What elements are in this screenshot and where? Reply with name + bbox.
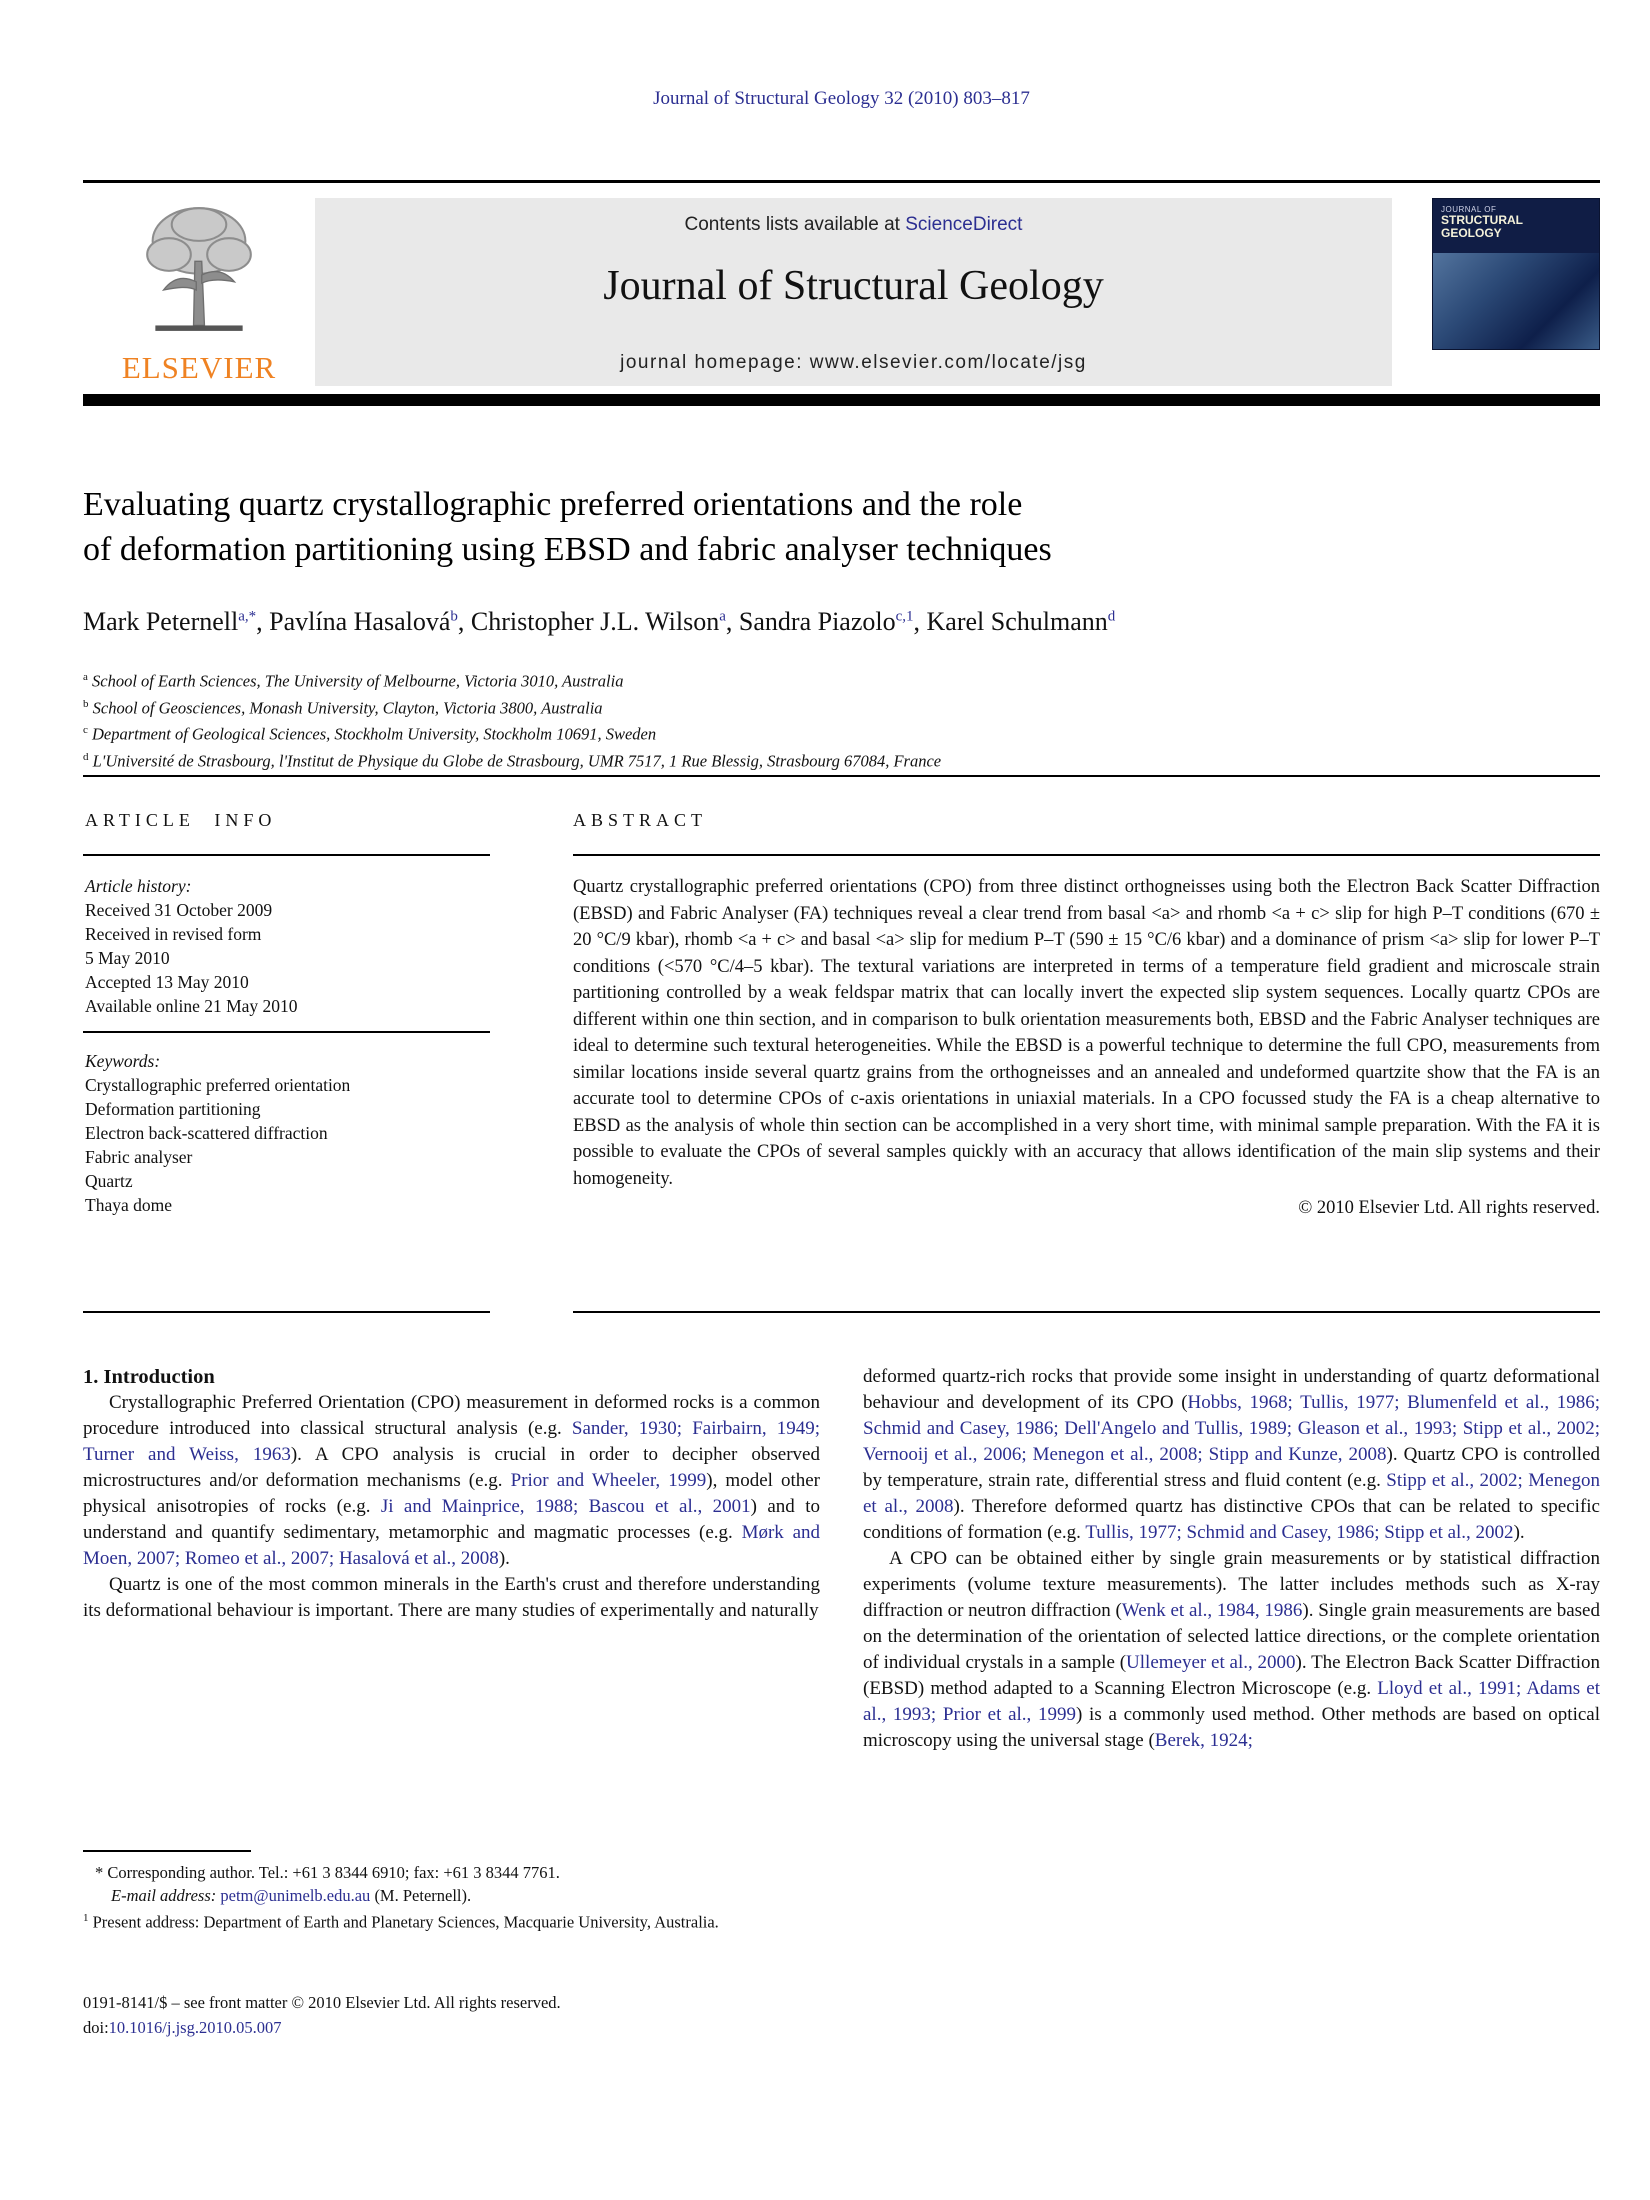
article-title-line1: Evaluating quartz crystallographic preferred orientations and the role: [83, 486, 1023, 523]
citation-link[interactable]: Hobbs, 1968; Tullis, 1977; Blumenfeld et al., 1986; Schmid and Casey, 1986; Dell'Angelo and Tullis, 1989; Gleason et al., 1993; Stipp et al., 2002; Vernooij et al., 2006; Menegon et al., 2008; Stipp and Kunze, 2008: [863, 1392, 1601, 1465]
elsevier-logo[interactable]: [83, 198, 315, 386]
journal-banner: [83, 198, 1600, 386]
banner-bottom-bar: [83, 394, 1600, 406]
doi-link[interactable]: 10.1016/j.jsg.2010.05.007: [108, 2018, 282, 2037]
journal-citation: Journal of Structural Geology 32 (2010) 803–817: [653, 88, 1030, 109]
journal-banner-title: Journal of Structural Geology: [603, 263, 1104, 309]
history-line: Accepted 13 May 2010: [85, 972, 249, 992]
author: Karel Schulmann$^d$: [926, 607, 1116, 636]
citation-link[interactable]: Tullis, 1977; Schmid and Casey, 1986; Stipp et al., 2002: [1085, 1522, 1514, 1543]
abstract-bottom-rule-left: [83, 1311, 490, 1313]
citation-link[interactable]: Stipp et al., 2002; Menegon et al., 2008: [863, 1470, 1601, 1517]
section-heading-introduction: 1. Introduction: [83, 1366, 215, 1388]
abstract-block: [573, 874, 1600, 1222]
body-text: ), model other physical anisotropies of rocks (e.g.: [83, 1470, 821, 1517]
affiliation-list: [83, 666, 1600, 772]
copyright-line: © 2010 Elsevier Ltd. All rights reserved.: [1298, 1198, 1600, 1218]
intro-left-column: [83, 1364, 820, 1624]
abstract-heading: ABSTRACT: [573, 810, 708, 830]
elsevier-tree-icon: [129, 200, 269, 350]
keyword: Deformation partitioning: [85, 1099, 261, 1119]
body-text: ). Single grain measurements are based on the determination of the orientation of selected lattice directions, or the complete orientation of individual crystals in a sample (: [863, 1600, 1600, 1673]
author: Pavlína Hasalová$^b$,: [269, 607, 471, 636]
history-line: Received 31 October 2009: [85, 900, 273, 920]
contents-prefix: Contents lists available at: [684, 214, 906, 235]
citation-link[interactable]: Wenk et al., 1984, 1986: [1121, 1600, 1303, 1621]
body-text: ). A CPO analysis is crucial in order to decipher observed microstructures and/or deformation mechanisms (e.g.: [83, 1444, 820, 1491]
article-history: [85, 874, 487, 1018]
citation-link[interactable]: Lloyd et al., 1991; Adams et al., 1993; Prior et al., 1999: [863, 1678, 1601, 1725]
footer-block: [83, 1990, 820, 2040]
body-text: ) and to understand and quantify sedimentary, metamorphic and magmatic processes (e.g.: [83, 1496, 820, 1543]
body-text: ).: [1513, 1522, 1525, 1543]
body-text: ). Quartz CPO is controlled by temperature, strain rate, differential stress and fluid content (e.g.: [863, 1444, 1600, 1491]
intro-paragraph: [83, 1390, 820, 1572]
contents-line: [315, 214, 1392, 236]
history-line: Available online 21 May 2010: [85, 996, 298, 1016]
footnote-rule: [83, 1850, 251, 1852]
footnotes-block: [83, 1862, 820, 1934]
article-info-heading: ARTICLE INFO: [85, 810, 277, 830]
intro-paragraph: [863, 1364, 1600, 1546]
author-affil-ref[interactable]: a,*: [238, 608, 257, 625]
body-text: ). Therefore deformed quartz has distinctive CPOs that can be related to specific conditions of formation (e.g.: [863, 1496, 1600, 1543]
intro-paragraph: [83, 1572, 820, 1624]
banner-center-panel: [315, 198, 1392, 386]
doi-line: doi:10.1016/j.jsg.2010.05.007: [83, 2018, 282, 2037]
citation-link[interactable]: Prior and Wheeler, 1999: [510, 1470, 707, 1491]
body-text: Quartz is one of the most common minerals in the Earth's crust and therefore understanding its deformational behaviour is important. There are many studies of experimentally and naturally: [83, 1574, 820, 1621]
citation-link[interactable]: Ullemeyer et al., 2000: [1126, 1652, 1296, 1673]
present-address-footnote: $^1$ Present address: Department of Earth and Planetary Sciences, Macquarie University, Australia.: [83, 1912, 719, 1932]
author-affil-ref[interactable]: a: [719, 608, 726, 625]
author: Mark Peternell$^{a,*}$,: [83, 607, 270, 636]
top-rule: [83, 180, 1600, 183]
citation-link[interactable]: Mørk and Moen, 2007; Romeo et al., 2007; Hasalová et al., 2008: [83, 1522, 821, 1569]
section-divider-rule: [83, 775, 1600, 777]
keywords-block: [85, 1049, 487, 1217]
keyword: Electron back-scattered diffraction: [85, 1123, 328, 1143]
citation-link[interactable]: Ji and Mainprice, 1988; Bascou et al., 2001: [380, 1496, 751, 1517]
abstract-rule: [573, 854, 1600, 856]
issn-line: 0191-8141/$ – see front matter © 2010 Elsevier Ltd. All rights reserved.: [83, 1993, 561, 2012]
cover-masthead: [1433, 199, 1599, 242]
journal-homepage-link[interactable]: journal homepage: www.elsevier.com/locate/jsg: [620, 352, 1087, 373]
corresponding-author-footnote: * Corresponding author. Tel.: +61 3 8344 6910; fax: +61 3 8344 7761.: [95, 1863, 560, 1882]
author-affil-ref[interactable]: d: [1107, 608, 1116, 625]
keyword: Quartz: [85, 1171, 133, 1191]
article-history-label: Article history:: [85, 876, 192, 896]
cover-photo: [1433, 253, 1599, 349]
journal-cover-thumbnail: [1432, 198, 1600, 350]
body-text: ) is a commonly used method. Other methods are based on optical microscopy using the universal stage (: [863, 1704, 1600, 1751]
citation-link[interactable]: Sander, 1930; Fairbairn, 1949; Turner and Weiss, 1963: [83, 1418, 821, 1465]
author: Christopher J.L. Wilson$^a$,: [470, 607, 739, 636]
body-text: deformed quartz-rich rocks that provide some insight in understanding of quartz deformational behaviour and development of its CPO (: [863, 1366, 1600, 1413]
keywords-label: Keywords:: [85, 1051, 161, 1071]
history-line: 5 May 2010: [85, 948, 170, 968]
body-text: ).: [498, 1548, 510, 1569]
affiliation: $^a$ School of Earth Sciences, The University of Melbourne, Victoria 3010, Australia: [83, 671, 624, 691]
sciencedirect-link[interactable]: ScienceDirect: [905, 214, 1023, 235]
keyword: Crystallographic preferred orientation: [85, 1075, 351, 1095]
affiliation: $^c$ Department of Geological Sciences, Stockholm University, Stockholm 10691, Sweden: [83, 724, 657, 744]
article-title-line2: of deformation partitioning using EBSD and fabric analyser techniques: [83, 531, 1052, 568]
email-footnote: E-mail address: petm@unimelb.edu.au (M. Peternell).: [111, 1885, 472, 1905]
keyword: Thaya dome: [85, 1195, 172, 1215]
article-title: [83, 482, 1553, 572]
abstract-bottom-rule-right: [573, 1311, 1600, 1313]
author-affil-ref[interactable]: b: [450, 608, 458, 625]
keywords-divider-rule: [83, 1031, 490, 1033]
body-text: ). The Electron Back Scatter Diffraction (EBSD) method adapted to a Scanning Electron Microscope (e.g.: [863, 1652, 1601, 1699]
history-line: Received in revised form: [85, 924, 262, 944]
email-link[interactable]: petm@unimelb.edu.au: [216, 1885, 371, 1905]
author-list: [83, 607, 1600, 637]
citation-link[interactable]: Berek, 1924;: [1154, 1730, 1253, 1751]
body-text: A CPO can be obtained either by single grain measurements or by statistical diffraction experiments (volume texture measurements). The latter includes methods such as X-ray diffraction or neutron diffraction (: [863, 1548, 1600, 1621]
author: Sandra Piazolo$^{c,1}$,: [738, 607, 927, 636]
article-info-rule: [83, 854, 490, 856]
intro-right-column: [863, 1364, 1600, 1754]
cover-line-structural: STRUCTURAL: [1441, 213, 1523, 227]
author-affil-ref[interactable]: c,1: [895, 608, 914, 625]
abstract-text: Quartz crystallographic preferred orientations (CPO) from three distinct orthogneisses using both the Electron Back Scatter Diffraction (EBSD) and Fabric Analyser (FA) techniques reveal a clear trend from basal <a> and rhomb <a + c> slip for high P–T conditions (670 ± 20 °C/9 kbar), rhomb <a + c> and basal <a> slip for medium P–T (590 ± 15 °C/6 kbar) and a dominance of prism <a> slip for lower P–T conditions (<570 °C/4–5 kbar). The textural variations are interpreted in terms of a temperature field gradient and microscale strain partitioning controlled by a weak feldspar matrix that can locally invert the expected slip system sequences. Locally quartz CPOs are different within one thin section, and in comparison to bulk orientation measurements both, EBSD and the Fabric Analyser techniques are ideal to determine such textural heterogeneities. While the EBSD is a powerful technique to determine the full CPO, measurements from similar locations inside several quartz grains from the orthogneisses and an annealed and undeformed quartzite show that the FA is an accurate tool to determine CPOs of c-axis orientations in uniaxial materials. In a CPO focussed study the FA is a cheap alternative to EBSD as the analysis of whole thin section can be accomplished in a very short time, with minimal sample preparation. With the FA it is possible to evaluate the CPOs of several samples quickly with an accuracy that allows identification of the main slip systems and their homogeneity.: [573, 877, 1600, 1189]
affiliation: $^b$ School of Geosciences, Monash University, Clayton, Victoria 3800, Australia: [83, 697, 603, 717]
intro-paragraph: [863, 1546, 1600, 1754]
cover-line-geology: GEOLOGY: [1441, 226, 1502, 240]
elsevier-wordmark: ELSEVIER: [121, 350, 277, 385]
cover-line-journal-of: JOURNAL OF: [1441, 205, 1497, 214]
affiliation: $^d$ L'Université de Strasbourg, l'Institut de Physique du Globe de Strasbourg, UMR 7517, 1 Rue Blessig, Strasbourg 67084, France: [83, 750, 942, 770]
keyword: Fabric analyser: [85, 1147, 193, 1167]
body-text: Crystallographic Preferred Orientation (CPO) measurement in deformed rocks is a common procedure introduced into classical structural analysis (e.g.: [83, 1392, 820, 1439]
